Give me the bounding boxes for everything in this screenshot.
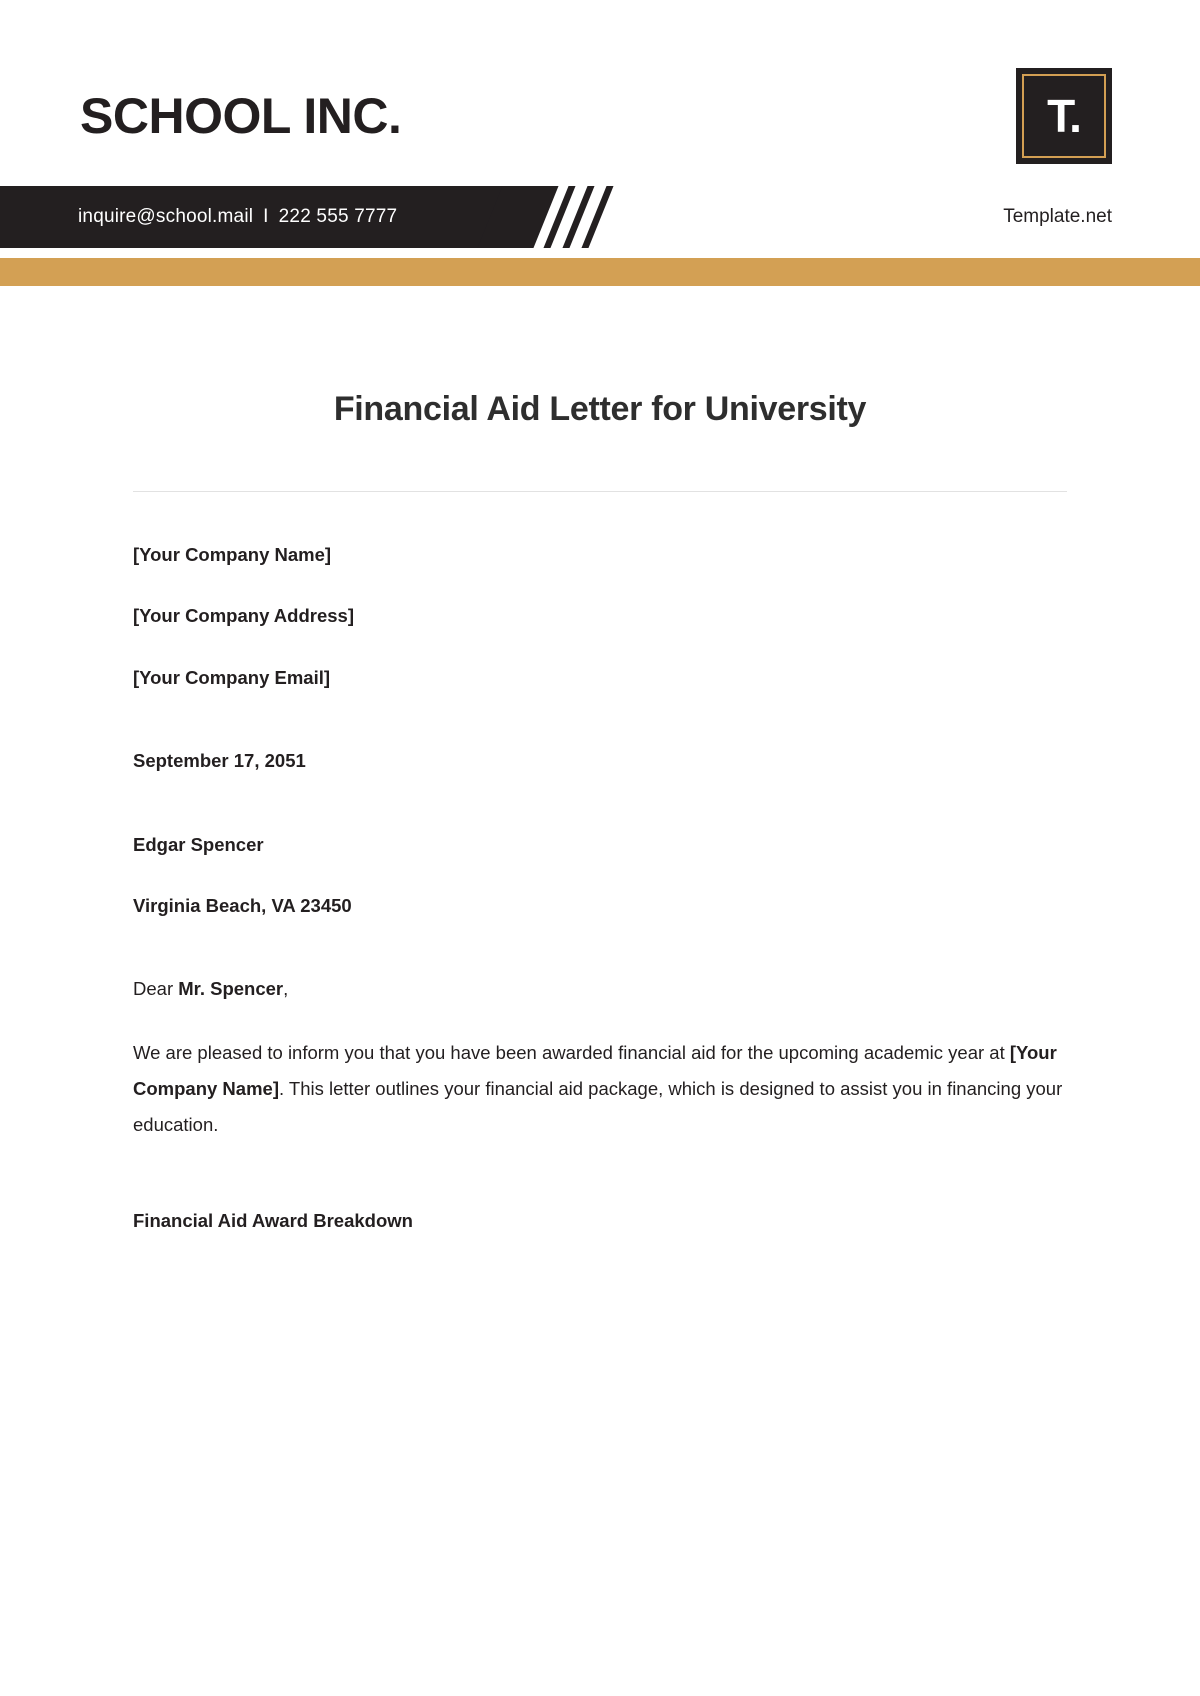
letter-content	[133, 492, 1067, 1237]
spacer-after-recipient	[133, 951, 1067, 973]
sender-company-email: [Your Company Email]	[133, 666, 331, 688]
salutation-prefix: Dear	[133, 978, 179, 1000]
sender-company-address: [Your Company Address]	[133, 605, 354, 627]
paragraph-text-part-2: . This letter outlines your financial aid package, which is designed to assist you in financing your education.	[133, 1077, 1063, 1135]
spacer-after-sender	[133, 723, 1067, 745]
spacer-after-date	[133, 807, 1067, 829]
document-body	[0, 390, 1200, 1237]
template-logo-icon	[1016, 68, 1112, 164]
contact-email: inquire@school.mail	[78, 206, 254, 227]
recipient-address: Virginia Beach, VA 23450	[133, 894, 352, 916]
letterhead-header	[0, 0, 1200, 270]
accent-bar	[0, 258, 1200, 286]
template-credit: Template.net	[1003, 206, 1112, 227]
contact-bar	[0, 186, 1200, 248]
paragraph-company-placeholder: [Your Company Name]	[133, 1041, 1057, 1099]
paragraph-text-part-1: We are pleased to inform you that you have been awarded financial aid for the upcoming academic year at	[133, 1041, 1010, 1063]
company-logo-text: SCHOOL INC.	[80, 88, 402, 144]
letter-date: September 17, 2051	[133, 750, 306, 772]
contact-separator: I	[263, 206, 269, 227]
section-heading-award-breakdown: Financial Aid Award Breakdown	[133, 1209, 413, 1231]
salutation-name: Mr. Spencer	[178, 978, 284, 1000]
page-title: Financial Aid Letter for University	[333, 390, 867, 428]
contact-phone: 222 555 7777	[278, 206, 398, 227]
salutation	[133, 973, 1067, 1005]
sender-company-name: [Your Company Name]	[133, 544, 332, 565]
salutation-suffix: ,	[283, 978, 289, 1000]
brand-row	[0, 0, 1200, 164]
logo-glyph-text: T.	[1047, 90, 1081, 142]
recipient-name: Edgar Spencer	[133, 833, 264, 855]
contact-info	[0, 186, 397, 248]
letter-paragraph-1	[133, 1035, 1067, 1143]
